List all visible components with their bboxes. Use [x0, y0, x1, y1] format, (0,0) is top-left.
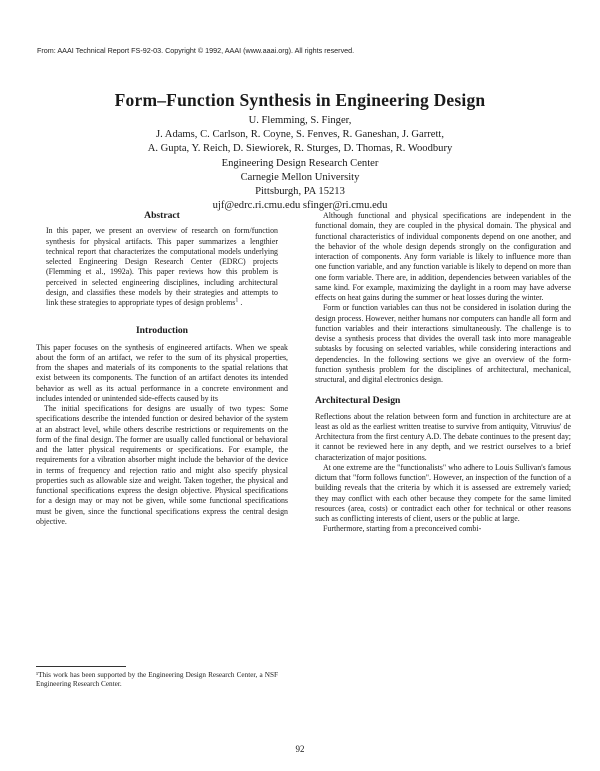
city: Pittsburgh, PA 15213 — [255, 186, 345, 198]
author-line-2: J. Adams, C. Carlson, R. Coyne, S. Fenves, R. Ganeshan, J. Garrett, — [155, 129, 445, 141]
author-line-3: A. Gupta, Y. Reich, D. Siewiorek, R. Sturges, D. Thomas, R. Woodbury — [147, 143, 453, 155]
page-number: 92 — [295, 744, 305, 754]
intro-paragraph-1: This paper focuses on the synthesis of engineered artifacts. When we speak about the form of an artifact, we refer to the sum of its physical properties, from the shapes and materials of its components to the spatial relations that exist between its components. The function of an artifact denotes its intended behavior as well as its actual performance in a concrete environment and includes intended or unintended side-effects caused by its — [36, 342, 288, 403]
affiliation: Engineering Design Research Center — [221, 157, 379, 169]
university: Carnegie Mellon University — [240, 171, 360, 183]
architectural-design-heading: Architectural Design — [315, 395, 401, 407]
right-paragraph-3: Reflections about the relation between form and function in architecture are at least as old as the earliest written treatise to survive from antiquity, Vitruvius' de Architectura from the first century A.D. The debate continues to the present day; it cannot be reviewed here in any depth, and we restrict ourselves to a brief characterization of major positions. — [315, 411, 571, 462]
introduction-heading: Introduction — [135, 325, 189, 337]
left-column — [36, 211, 288, 527]
right-paragraph-4: At one extreme are the "functionalists" who adhere to Louis Sullivan's famous dictum that "form follows function". However, an inspection of the function of a building reveals that the criteria by which it is assessed are extremely varied; they may conflict with each other because they compete for the same limited resources (area, costs) or contradict each other for technical or other reasons such as conflicting interests of client, users or the public at large. — [315, 462, 571, 523]
intro-paragraph-2: The initial specifications for designs are usually of two types: Some specifications describe the intended function or desired behavior of the system at an abstract level, while others describe restrictions or requirements on the form of the final design. The former are usually called functional or behavioral and the latter physical requirements or specifications. For example, the requirements for a vibration absorber might include the behavior of the device in terms of frequency and rejection ratio and might also specify physical properties such as allowable size and weight. Taken together, the physical and functional specifications express the design objective. Physical specifications for a design may or may not be given, while some functional specifications must be given, since the functional specifications express the central design objective. — [36, 404, 288, 526]
footnote-divider — [36, 666, 126, 667]
right-column — [315, 211, 571, 535]
right-paragraph-1: Although functional and physical specifications are independent in the functional domain, they are coupled in the physical domain. The physical and functional characteristics of individual components depend on one another, and the behavior of the whole design depends strongly on the configuration and interaction of components. Any form variable is likely to influence more than one function variable, and any function variable is likely to depend on more than one form variable. There are, in addition, dependencies between variables of the same kind. For example, maximizing the daylight in a room may have adverse effects on heat gains during the summer or heat losses during the winter. — [315, 211, 571, 302]
right-paragraph-5: Furthermore, starting from a preconceived combi- — [323, 524, 482, 534]
author-line-1: U. Flemming, S. Finger, — [248, 115, 352, 126]
abstract-text — [36, 226, 288, 308]
paper-title: Form–Function Synthesis in Engineering Design — [114, 90, 486, 110]
right-paragraph-2: Form or function variables can thus not be considered in isolation during the design process. However, neither humans nor computers can handle all form and function variables and their interactions simultaneously. The challenge is to devise a synthesis process that divides the overall task into more manageable subtasks by focusing on selected variables, while considering interactions and dependencies. In the following sections we give an overview of the form-function synthesis problem for the disciplines of architectural, mechanical, structural, and digital electronics design. — [315, 303, 571, 384]
footnote-mark: 1 — [235, 297, 239, 304]
footnote: ¹This work has been supported by the Engineering Design Research Center, a NSF Engineering Research Center. — [36, 671, 278, 689]
copyright-header: From: AAAI Technical Report FS-92-03. Copyright © 1992, AAAI (www.aaai.org). All rights reserved. — [37, 46, 355, 55]
emails: ujf@edrc.ri.cmu.edu sfinger@ri.cmu.edu — [212, 200, 388, 212]
author-block — [0, 114, 600, 213]
abstract-tail: . — [240, 298, 243, 307]
abstract-body: In this paper, we present an overview of research on form/function synthesis for physical artifacts. This paper summarizes a lengthier technical report that characterizes the computational models underlying selected Engineering Design Research Center (EDRC) projects (Flemming et al., 1992a). This paper reviews how this problem is perceived in selected engineering disciplines, including architectural design, and classifies these models by their strategies and attempts to link these strategies to appropriate types of design problems — [46, 226, 278, 307]
abstract-heading: Abstract — [144, 210, 180, 221]
